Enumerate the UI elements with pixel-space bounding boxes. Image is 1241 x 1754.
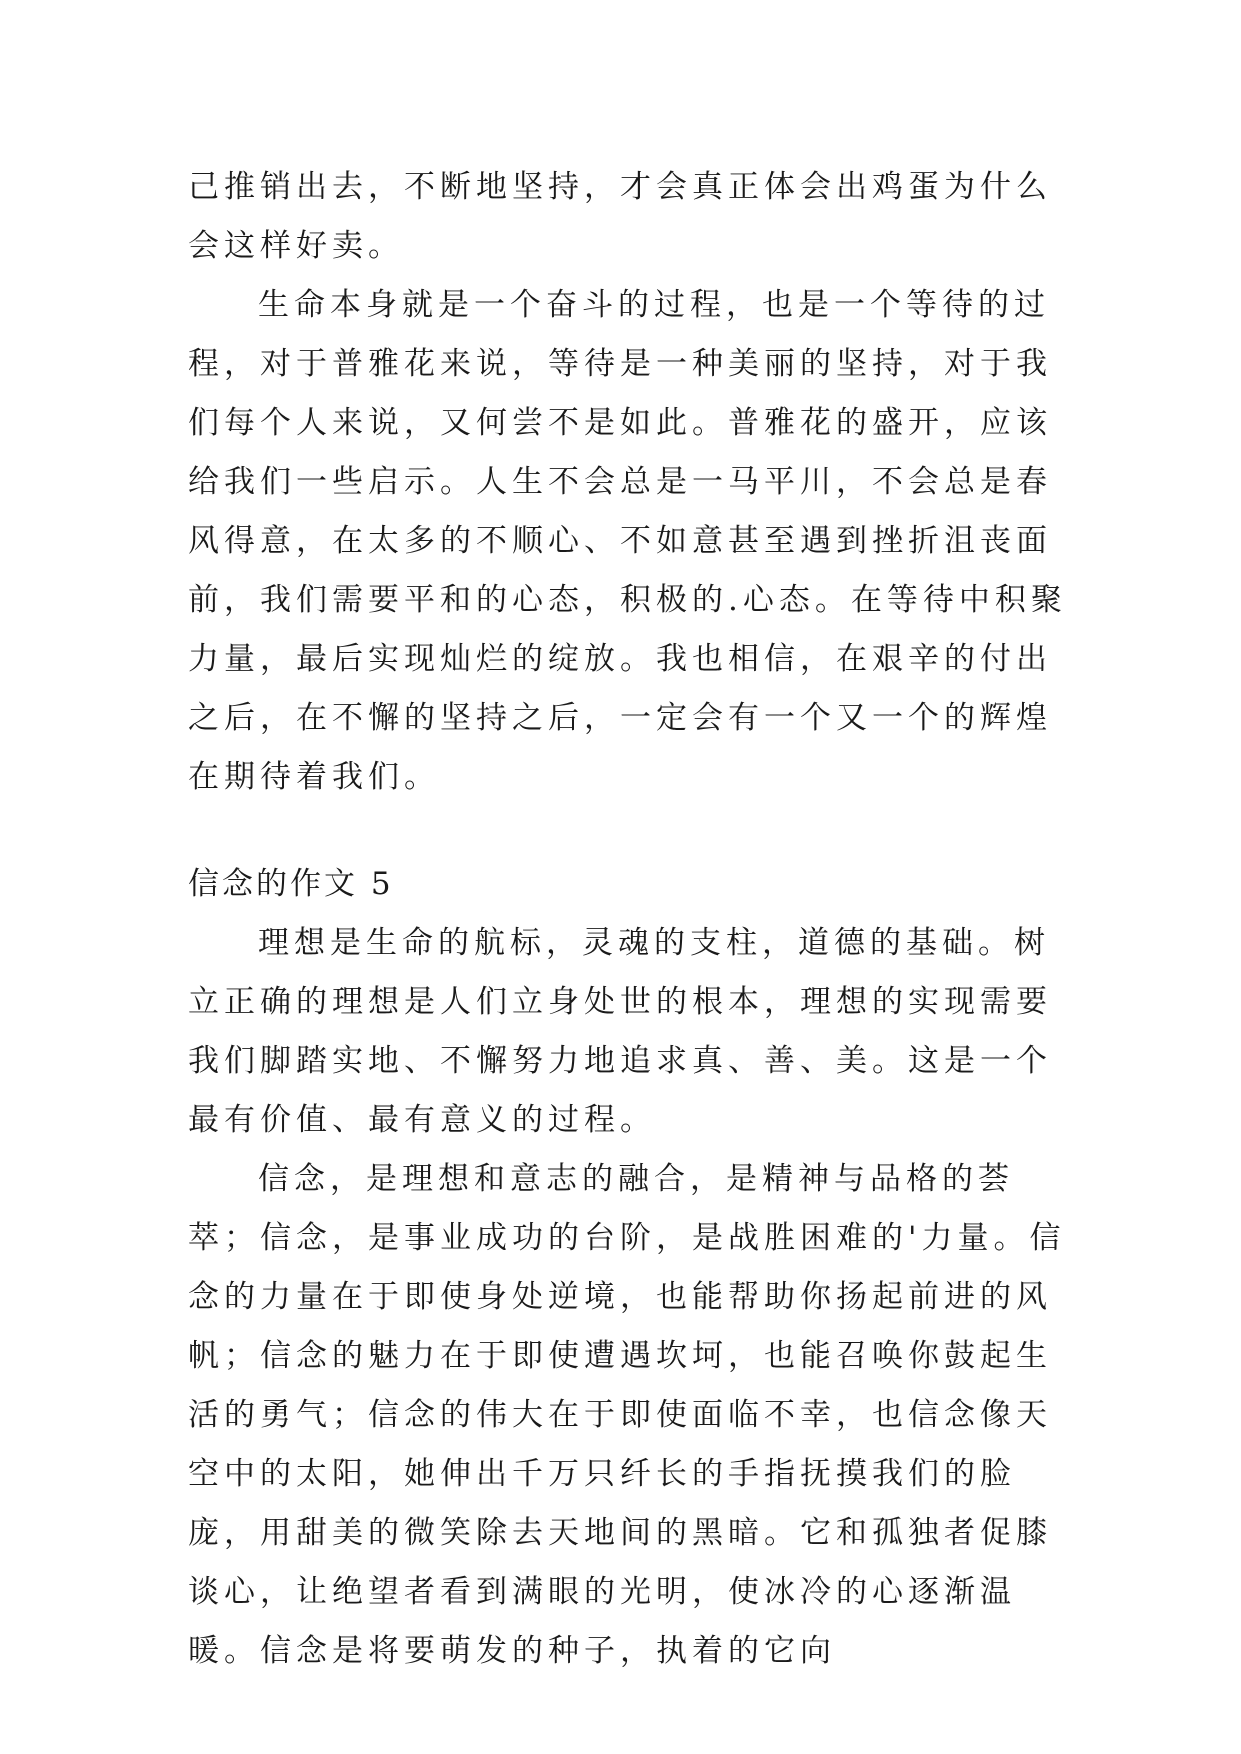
paragraph-ideals: 理想是生命的航标，灵魂的支柱，道德的基础。树立正确的理想是人们立身处世的根本，理想的实现需要我们脚踏实地、不懈努力地追求真、善、美。这是一个最有价值、最有意义的过程。 bbox=[188, 925, 1052, 1138]
paragraph-continuation: 己推销出去，不断地坚持，才会真正体会出鸡蛋为什么会这样好卖。 bbox=[188, 169, 1052, 264]
document-body bbox=[188, 158, 1073, 1681]
essay-heading: 信念的作文 5 bbox=[188, 866, 394, 902]
paragraph-belief: 信念，是理想和意志的融合，是精神与品格的荟萃；信念，是事业成功的台阶，是战胜困难的'力量。信念的力量在于即使身处逆境，也能帮助你扬起前进的风帆；信念的魅力在于即使遭遇坎坷，也能召唤你鼓起生活的勇气；信念的伟大在于即使面临不幸，也信念像天空中的太阳，她伸出千万只纤长的手指抚摸我们的脸庞，用甜美的微笑除去天地间的黑暗。它和孤独者促膝谈心，让绝望者看到满眼的光明，使冰冷的心逐渐温暖。信念是将要萌发的种子，执着的它向 bbox=[188, 1161, 1066, 1669]
paragraph-puya-flower: 生命本身就是一个奋斗的过程，也是一个等待的过程，对于普雅花来说，等待是一种美丽的坚持，对于我们每个人来说，又何尝不是如此。普雅花的盛开，应该给我们一些启示。人生不会总是一马平川，不会总是春风得意，在太多的不顺心、不如意甚至遇到挫折沮丧面前，我们需要平和的心态，积极的.心态。在等待中积聚力量，最后实现灿烂的绽放。我也相信，在艰辛的付出之后，在不懈的坚持之后，一定会有一个又一个的辉煌在期待着我们。 bbox=[188, 287, 1067, 795]
